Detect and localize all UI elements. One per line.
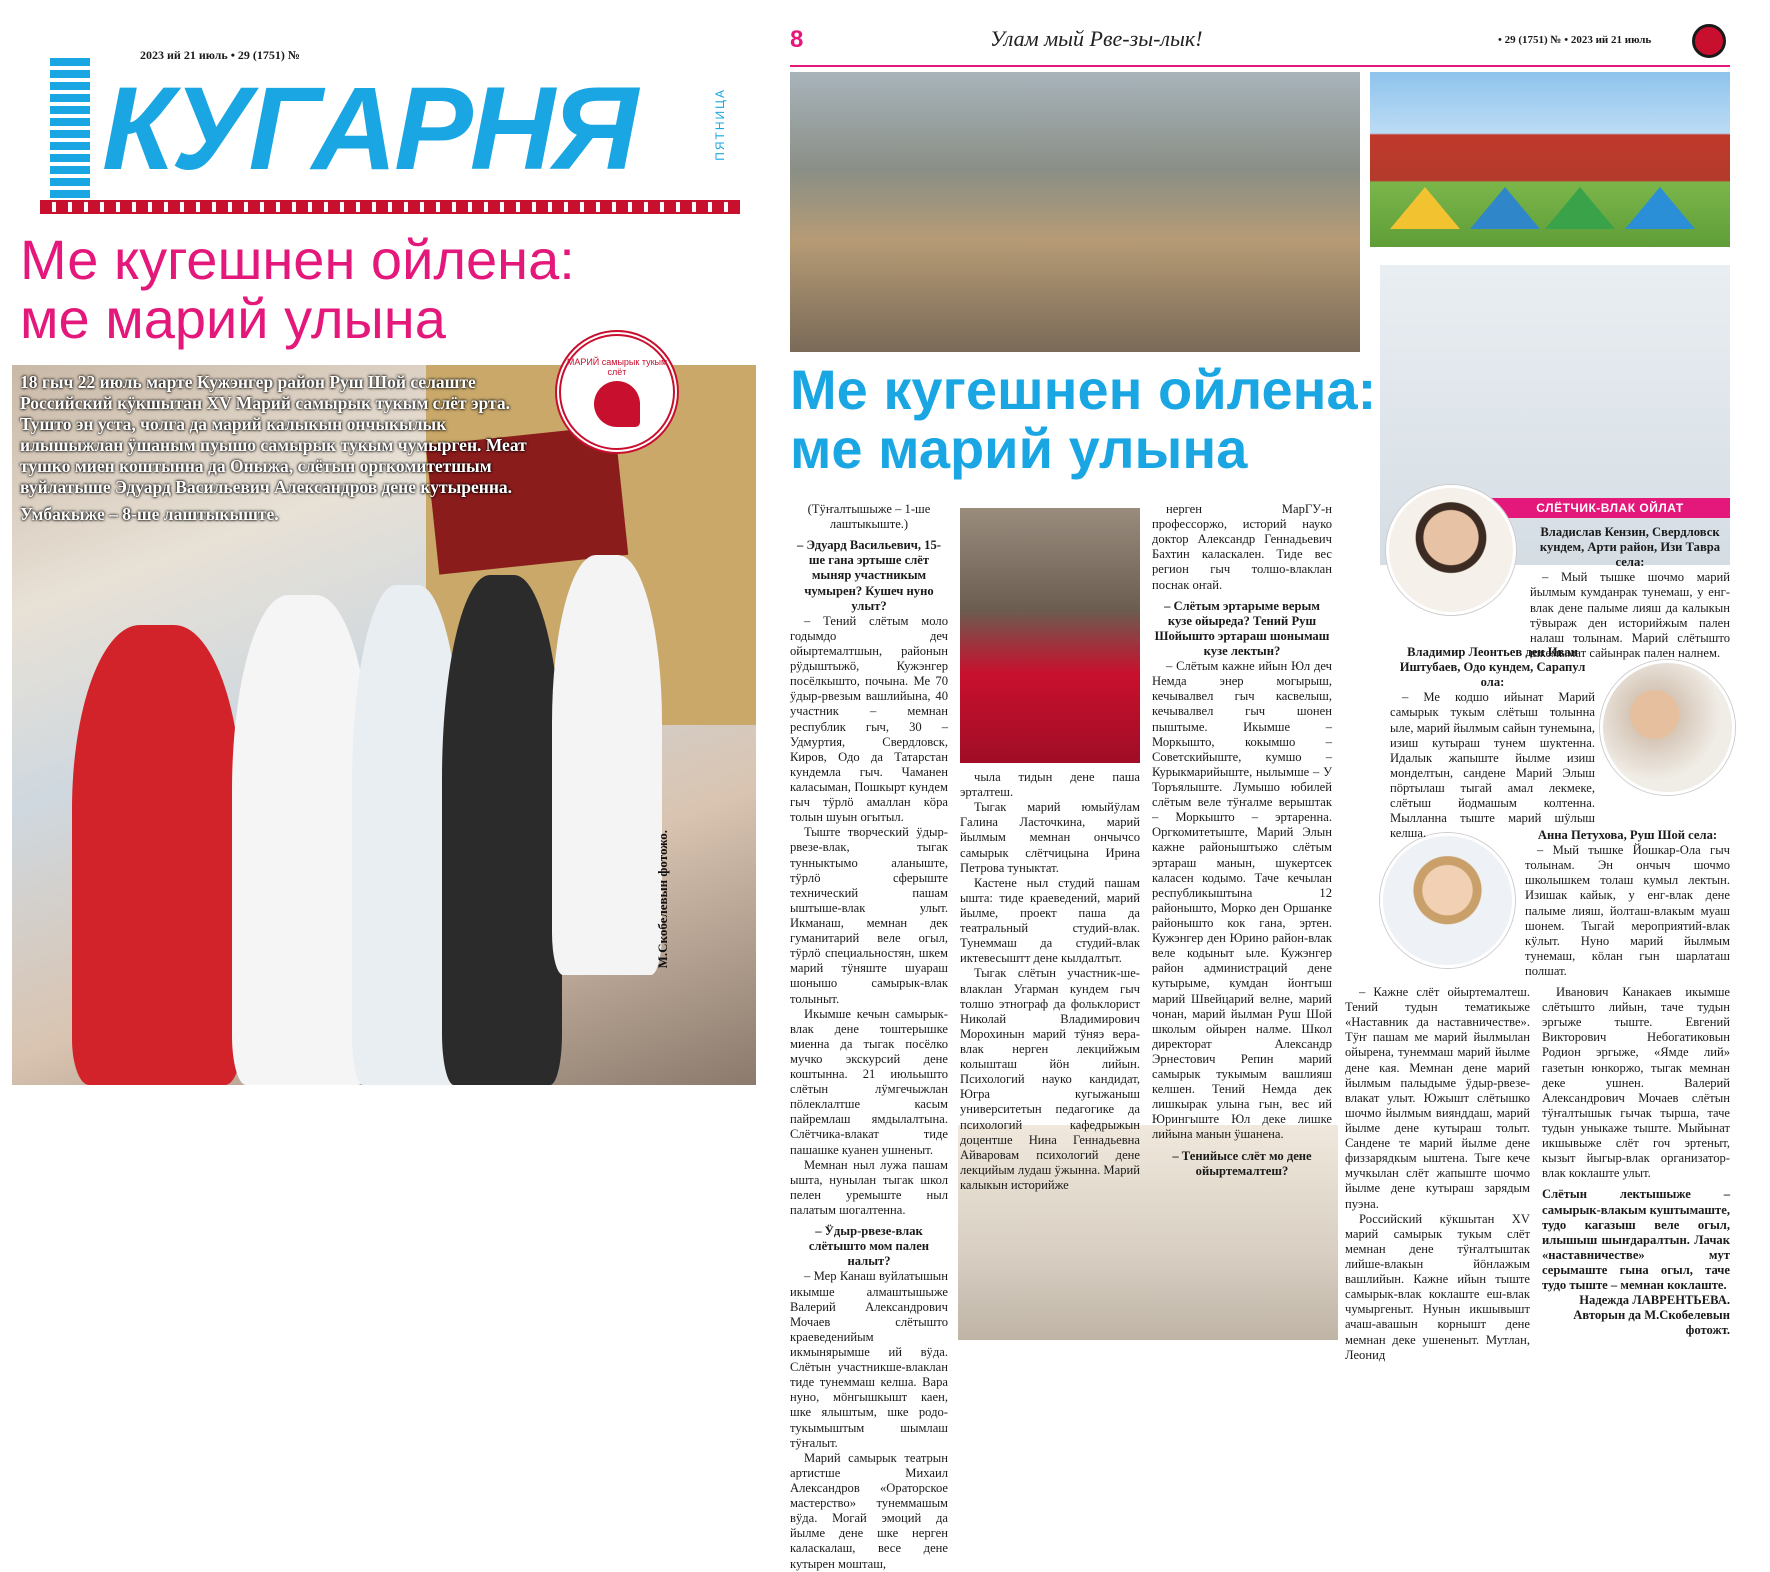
article-paragraph: Иванович Канакаев икымше слётышто лийын, тачe тудын эргыже тыште. Евгений Викторович Небогатиковын Родион эргыже, «Ямде лий» газетын юнкоржо, тыгак мемнан деке ушнен. Валерий Александрович Мочаев слётын тӱҥалтышык гычак тырша, тачe тудын уныкаже тыште. Мыйынат икшывыже слёт гоч эртеныт, кызыт йыгыр-влак организатор-влак коклаште улыт. [1542, 985, 1730, 1181]
ornament-border [40, 200, 740, 214]
quote-vladimir-ivan [1390, 645, 1595, 841]
photo-vladimir-ivan [1600, 660, 1735, 795]
front-headline-line2: ме марий улына [20, 287, 446, 351]
front-headline-line1: Ме кугешнен ойлена: [20, 228, 575, 291]
inner-headline-line1: Ме кугешнен ойлена: [790, 358, 1377, 421]
article-paragraph: Мемнан ныл лужа пашам ышта, нунылан тыгак школ пелен уремыште ныл палатым шогалтенна. [790, 1157, 948, 1218]
article-paragraph: нерген МарГУ-н профессоржо, историй науко доктор Александр Геннадьевич Бахтин каласкален. Тиде вес регион гыч толшо-влаклан поснак оҥай. [1152, 502, 1332, 592]
article-paragraph: (Тӱҥалтышыже – 1-ше лаштыкыште.) [807, 502, 931, 532]
page-header-title: Улам мый Рве-зы-лык! [990, 26, 1203, 51]
inner-headline-line2: ме марий улына [790, 417, 1248, 481]
photo-organizer [960, 508, 1140, 763]
front-lead [20, 372, 550, 525]
article-column-1 [790, 502, 948, 1572]
header-rule [790, 65, 1730, 67]
quote-author: Владимир Леонтьев ден Иван Иштубаев, Одо кундем, Сарапул ола: [1399, 645, 1586, 690]
article-paragraph: Российский кӱкшытан XV марий самырык тукым слёт мемнан дене тӱҥалтыштак лийше-влакын йӧнлажым вашлийын. Кажне ийын тыште самырык-влак коклаште еш-влак чумыргеныт. Нунын икшывышт ачаш-авашын корнышт дене мемнан деке ушененыт. Мутлан, Леонид [1345, 1211, 1530, 1362]
person [72, 625, 242, 1085]
person [442, 575, 562, 1085]
article-paragraph: Тыште творческий ӱдыр-рвезе-влак, тыгак тунныктымо аланыште, тӱрлӧ сферыште технический пашам ыштыше-влак улыт. Икманаш, мемнан дек гуманитарий веле огыл, тӱрлӧ специальностян, шкем марий тӱняште шуараш шонышо самырык-влак толыныт. [790, 825, 948, 1006]
front-page [10, 40, 758, 1085]
quote-vladislav [1530, 525, 1730, 661]
quote-author: Владислав Кензин, Свердловск кундем, Арти район, Изи Тавра села: [1539, 525, 1721, 570]
article-column-3 [1152, 502, 1332, 1179]
emblem-text: МАРИЙ самырык тукым слёт [566, 357, 668, 377]
article-paragraph: – Мер Канаш вуйлатышын икымше алмаштышыже Валерий Александрович Мочаев слётышто краеведенийым икмынярымше ий вӱда. Слётын участникше-влаклан тиде тунеммаш келша. Вара нуно, мӧнгышкышт каен, шке ялыштым, шке родо-тукымыштым шымлаш тӱҥалыт. [790, 1269, 948, 1450]
article-paragraph: Тыгак марий юмыйӱлам Галина Ласточкина, марий йылмым мемнан ончычсо самырык слётчицына Ирина Петрова туныктат. [960, 800, 1140, 875]
bird-icon [594, 381, 640, 427]
article-column-4 [1345, 985, 1530, 1363]
article-paragraph: Надежда ЛАВРЕНТЬЕВА. Авторын да М.Скобелевын фотожт. [1573, 1293, 1730, 1338]
article-paragraph: – Эдуард Васильевич, 15-ше гана эртыше слёт мыняр участникым чумырен? Кушеч нуно улыт? [797, 538, 941, 613]
photo-school-tents [1370, 72, 1730, 247]
photo-credit: М.Скобелевын фотожо. [655, 830, 670, 969]
photo-anna [1380, 833, 1515, 968]
page-number: 8 [790, 26, 804, 53]
article-paragraph: – Кажне слёт ойыртемалтеш. Тений тудын тематикыже «Наставник да наставничестве». Тӱҥ пашам ме марий йылмылан ойырена, тунеммаш марий йылме дене кая. Мемнан дене марий йылмым палыдыме ӱдыр-рвезе-влакат улыт. Южышт слётышко шочмо йылмым виянддаш, марий йылме дене кутыраш толыт. Сандене те марий йылме дене физзарядкым ыштена. Тыге кече мучкылан слёт жапыште шочмо йылме дене кутыраш зарядым пуэна. [1345, 985, 1530, 1211]
quote-text: – Ме кодшо ийынат Марий самырык тукым слётыш толынна ыле, марий йылмым сайын тунемына, изиш кутыраш тунем шуктенна. Идалык жапыште йылме изиш монделтын, сандене Марий Элыш пӧртылаш тыгай амал лекмеке, слётыш йодмашым колтенна. Мылланна тыште марий шӱлыш келша. [1390, 690, 1595, 841]
article-paragraph: – Ӱдыр-рвезе-влак слётышто мом пален налыт? [808, 1224, 930, 1269]
page-logo-icon [1692, 24, 1726, 58]
article-paragraph: Кастене ныл студий пашам ышта: тиде краеведений, марий йылме, проект паша да театральный студий-влак. Тунеммаш да студий-влак иктевесыштт дене кылдалтыт. [960, 875, 1140, 966]
lead-text: 18 гыч 22 июль марте Кужэнгер район Руш Шой селаште Российский кӱкшытан XV Марий самырык тукым слёт эрта. Тушто эн уста, чолга да марий калыкын ончыкылык илышыжлан ӱшаным пуышо самырык тукым чумырген. Меат тушко миен коштынна да Оныжа, слётын оргкомитетшым вуйлатыше Эдуард Васильевич Александров дене кутыренна. [20, 372, 527, 497]
tent [1470, 187, 1540, 229]
photo-vladislav [1386, 485, 1516, 615]
slet-emblem [555, 330, 679, 454]
inner-headline [790, 360, 1390, 479]
masthead-ornament [50, 58, 90, 208]
quote-text: – Мый тышке Йошкар-Ола гыч толынам. Эн ончыч шочмо школышкем толаш кумыл лектын. Изишак кайык, у енг-влак дене палыме лияш, йолташ-влакым муаш шонем. Тыгай мероприятий-влак кӱлыт. Нуно марий йылмым тунемаш, кӧлан гын шарлаташ полшат. [1525, 843, 1730, 978]
page-header-issue: • 29 (1751) № • 2023 ий 21 июль [1498, 34, 1652, 46]
masthead-weekday: ПЯТНИЦА [713, 88, 727, 161]
quote-text: – Мый тышке шочмо марий йылмым кумданрак тунемаш, у енг-влак дене палыме лияш да калыкын тӱвыраж ден историйжым пален налаш толынам. Марий слётышто шкемымат сайынрак пален налнем. [1530, 570, 1730, 660]
page-crossref: Умбакыже – 8-ше лаштыкыште. [20, 504, 279, 524]
inner-page [790, 20, 1760, 1571]
article-paragraph: чыла тидын дене паша эрталтеш. [960, 770, 1140, 800]
article-paragraph: Икымше кечын самырык-влак дене тоштерышке миенна да тыгак посёлко мучко экскурсий дене коштынна. 21 июльышто слётын лӱмгечыжлан пӧлеклалтше касым пайремлаш ямдылалтына. Слётчика-влакат тиде пашашке куанен ушненыт. [790, 1006, 948, 1157]
quote-author: Анна Петухова, Руш Шой села: [1537, 828, 1718, 842]
article-column-2 [960, 770, 1140, 1193]
quote-anna [1525, 828, 1730, 979]
tent [1390, 187, 1460, 229]
issue-date: 2023 ий 21 июль • 29 (1751) № [140, 48, 300, 62]
article-paragraph: Слётын лектышыже – самырык-влакым куштымаште, тудо кагазыш веле огыл, илышыш шыҥдаралтын. Лачак «наставничестве» мут серымаште гына огыл, тачe тудо тыште – мемнан коклаште. [1542, 1187, 1730, 1293]
sidebar-title: СЛЁТЧИК-ВЛАК ОЙЛАТ [1490, 498, 1730, 518]
person [552, 555, 662, 975]
tent [1625, 187, 1695, 229]
article-paragraph: – Тенийысе слёт мо дене ойыртемалтеш? [1172, 1148, 1312, 1178]
article-column-5 [1542, 985, 1730, 1339]
article-paragraph: Тыгак слётын участник-ше-влаклан Угарман кундем гыч толшо этнограф да фольклорист Николай Владимирович Морохинын марий тӱняэ вера-влак нерген лекцийжым колышташ йӧн лийын. Психологий науко кандидат, Югра кугыжаныш университетын педагогике да психологий кафедрыжын доцентше Нина Геннадьевна Айваровам психологий дене лекцийым лудаш ӱжынна. Марий калыкын историйже [960, 966, 1140, 1192]
newspaper-logo: КУГАРНЯ [102, 63, 636, 195]
article-paragraph: Марий самырык театрын артистше Михаил Александров «Ораторское мастерство» тунеммашым вӱда. Могай эмоций да йылме дене шке нерген каласкалаш, весе дене кутырен мошташ, [790, 1450, 948, 1571]
article-paragraph: – Слётым кажне ийын Юл деч Немда энер могырыш, кечывалвел гыч касвелыш, кечывалвел гыч шонен пыштыме. Икымше – Моркышто, кокымшо – Советскийыште, кумшо – Курыкмарийыште, нылымше – У Торъялыште. Лумышо юбилей слётым веле тӱҥалме верыштак – Моркышто – эртаренна. Оргкомитетыште, Марий Элын кажне районыштыжо слётым эртараш манын, шукертсек каласен кодымо. Таче кечылан республикыштына 12 районышто, Морко ден Оршанке районышто кок гана, эртен. Кужэнгер ден Юрино район-влак веле кодыныт ыле. Кужэнгер район администраций дене кутырыме, кумдан йоҥгыш марий Швейцарий велне, марий чонан, марий йылман Руш Шой школым ойырен налме. Школ директорат Александр Эрнестович Репин марий самырык тукымым вашлияш келшен. Тений Немда дек лишкырак улына гын, вес ий Юрингыште Юл деке лишке лийына манын ӱшанена. [1152, 659, 1332, 1142]
person [232, 595, 372, 1085]
photo-group-waving [790, 72, 1360, 352]
article-paragraph: – Тений слётым моло годымдо деч ойыртемалтшын, районын рӱдыштыжӧ, Кужэнгер посёлкышто, почына. Ме 70 ӱдыр-рвезым вашлийына, 40 участник – мемнан республик гыч, 30 – Удмуртия, Свердловск, Киров, Одо да Татарстан кундемла гыч. Чаманен каласыман, Пошкырт кундем гыч тӱрлӧ амаллан кӧра толын шуын огытыл. [790, 613, 948, 825]
tent [1545, 187, 1615, 229]
article-paragraph: – Слётым эртарыме верым кузе ойыреда? Тений Руш Шойышто эртараш шонымаш кузе лектын? [1154, 598, 1330, 658]
